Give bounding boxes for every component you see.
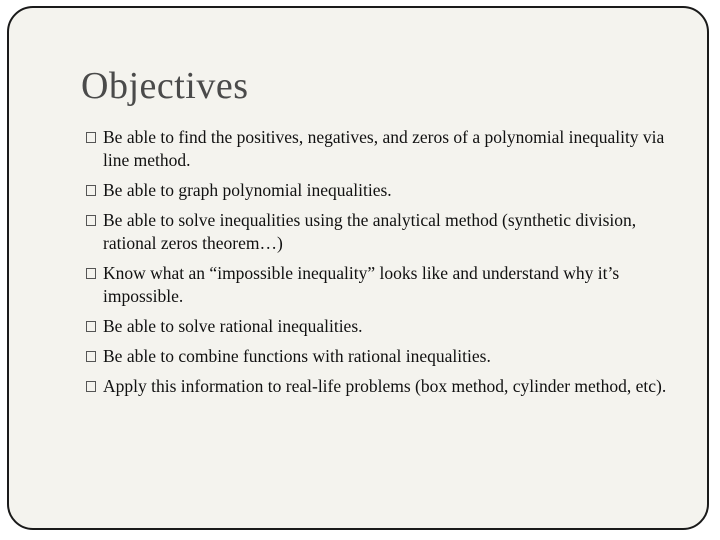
bullet-item [85,345,685,368]
slide-title: Objectives [81,65,249,107]
bullet-text: Be able to graph polynomial inequalities. [103,180,392,200]
square-bullet-icon [86,321,96,332]
bullet-text: Be able to combine functions with rational inequalities. [103,346,491,366]
bullet-text: Be able to solve rational inequalities. [103,316,363,336]
bullet-list [85,126,685,405]
bullet-item [85,209,685,255]
square-bullet-icon [86,215,96,226]
bullet-item [85,375,685,398]
square-bullet-icon [86,132,96,143]
bullet-item [85,126,685,172]
square-bullet-icon [86,185,96,196]
bullet-item [85,262,685,308]
bullet-text: Know what an “impossible inequality” looks like and understand why it’s impossible. [103,263,620,306]
slide [7,6,709,530]
bullet-item [85,179,685,202]
bullet-item [85,315,685,338]
bullet-text: Apply this information to real-life problems (box method, cylinder method, etc). [103,376,667,396]
square-bullet-icon [86,268,96,279]
bullet-text: Be able to find the positives, negatives, and zeros of a polynomial inequality via line method. [103,127,665,170]
bullet-text: Be able to solve inequalities using the analytical method (synthetic division, rational zeros theorem…) [103,210,637,253]
square-bullet-icon [86,381,96,392]
square-bullet-icon [86,351,96,362]
